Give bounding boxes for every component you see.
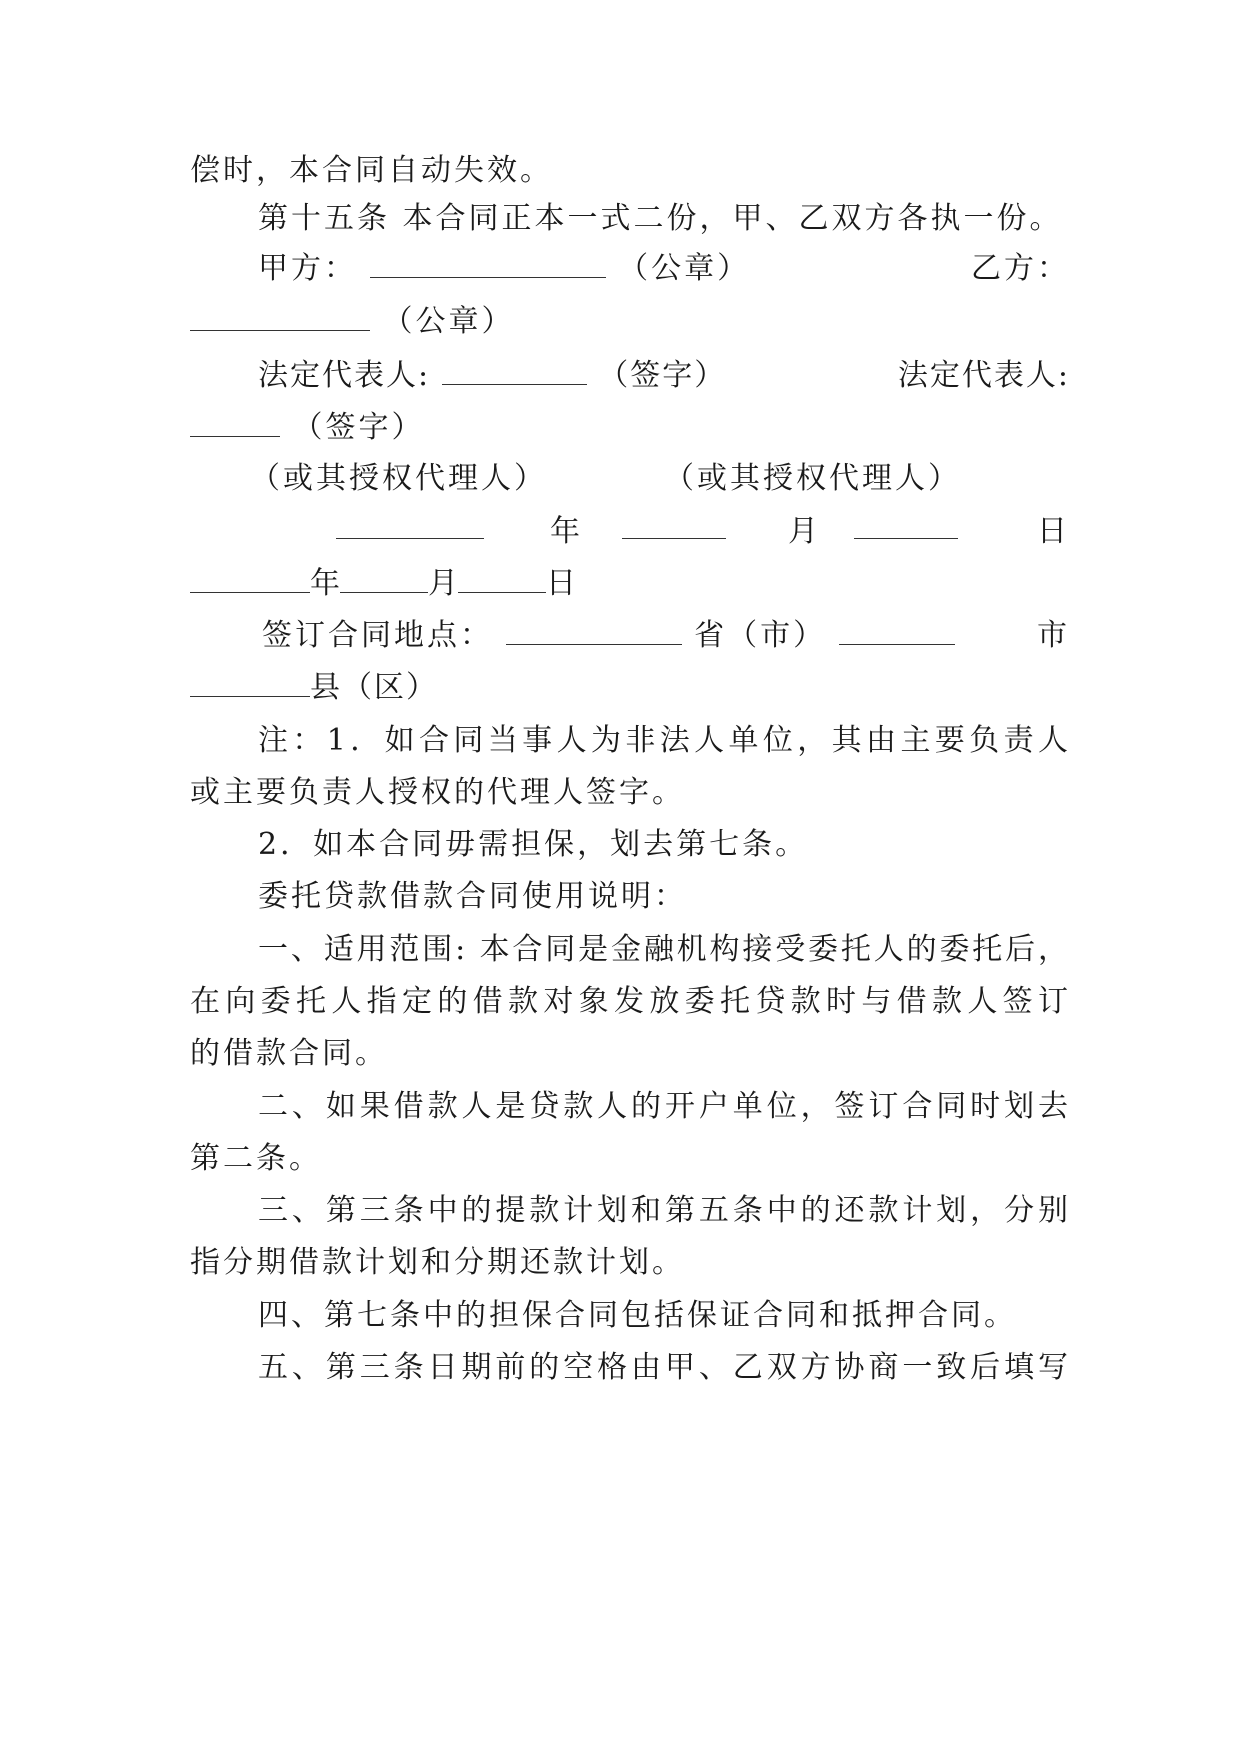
month-blank[interactable] [622,508,726,539]
agent-b-label: （或其授权代理人） [664,461,961,496]
text-line [258,1187,1070,1235]
seal-label: （公章） [618,251,751,286]
legal-rep-b-line [190,404,1070,452]
county-blank[interactable] [190,666,310,697]
text: 指分期借款计划和分期还款计划。 [190,1245,685,1280]
text-line [190,147,1070,195]
text: 2．如本合同毋需担保，划去第七条。 [258,827,809,862]
text: 在向委托人指定的借款对象发放委托贷款时与借款人签订 [190,984,1070,1019]
sign-label: （签字） [598,358,727,393]
text-line [258,821,1070,869]
province-label: 省（市） [694,618,827,653]
party-b-blank[interactable] [190,300,370,331]
party-b-label: 乙方： [971,251,1070,286]
text-line [258,1292,1070,1340]
sign-label: （签字） [292,410,425,445]
text: 第十五条 本合同正本一式二份，甲、乙双方各执一份。 [258,201,1063,236]
text-line [190,1239,1070,1287]
agent-a-label: （或其授权代理人） [250,461,547,496]
day-blank[interactable] [458,562,546,593]
year-blank[interactable] [336,508,484,539]
year-blank[interactable] [190,562,310,593]
legal-rep-a-blank[interactable] [442,354,587,385]
day-label: 日 [1037,514,1070,549]
text: 一、适用范围: 本合同是金融机构接受委托人的委托后， [258,932,1070,967]
text: 的借款合同。 [190,1036,388,1071]
day-label: 日 [546,566,576,601]
text: 或主要负责人授权的代理人签字。 [190,775,685,810]
text-line [258,1344,1070,1392]
year-label: 年 [310,566,340,601]
day-blank[interactable] [854,508,958,539]
party-a-label: 甲方： [258,251,357,286]
section-heading [258,873,1070,921]
seal-label: （公章） [382,304,515,339]
legal-rep-b-blank[interactable] [190,406,280,437]
date-line-a [190,508,1070,556]
text-line [190,1135,1070,1183]
text: 偿时，本合同自动失效。 [190,153,553,188]
month-label: 月 [788,514,821,549]
text: 五、第三条日期前的空格由甲、乙双方协商一致后填写 [258,1350,1070,1385]
signing-place-label: 签订合同地点： [262,618,493,653]
county-label: 县（区） [310,670,438,705]
city-blank[interactable] [839,614,955,645]
note-line [258,717,1070,765]
agent-line [250,455,1070,503]
text-line [190,1030,1070,1078]
month-blank[interactable] [340,562,428,593]
city-label: 市 [1037,618,1070,653]
county-line [190,664,1070,712]
text-line [258,926,1070,974]
party-line [258,245,1070,293]
province-blank[interactable] [506,614,682,645]
text: 三、第三条中的提款计划和第五条中的还款计划，分别 [258,1193,1070,1228]
signing-place-line [262,612,1070,660]
year-label: 年 [550,514,583,549]
month-label: 月 [428,566,458,601]
text-line [258,1083,1070,1131]
text: 四、第七条中的担保合同包括保证合同和抵押合同。 [258,1298,1017,1333]
legal-rep-a-label: 法定代表人: [258,358,431,393]
text-line [190,769,1070,817]
party-b-line [190,298,1070,346]
text: 注：1．如合同当事人为非法人单位，其由主要负责人 [258,723,1070,758]
text: 二、如果借款人是贷款人的开户单位，签订合同时划去 [258,1089,1070,1124]
text-line [258,195,1070,243]
text: 第二条。 [190,1141,322,1176]
date-line-b [190,560,1070,608]
legal-rep-b-label: 法定代表人: [897,358,1070,393]
text: 委托贷款借款合同使用说明： [258,879,687,914]
party-a-blank[interactable] [370,247,606,278]
legal-rep-line [258,352,1070,400]
text-line [190,978,1070,1026]
